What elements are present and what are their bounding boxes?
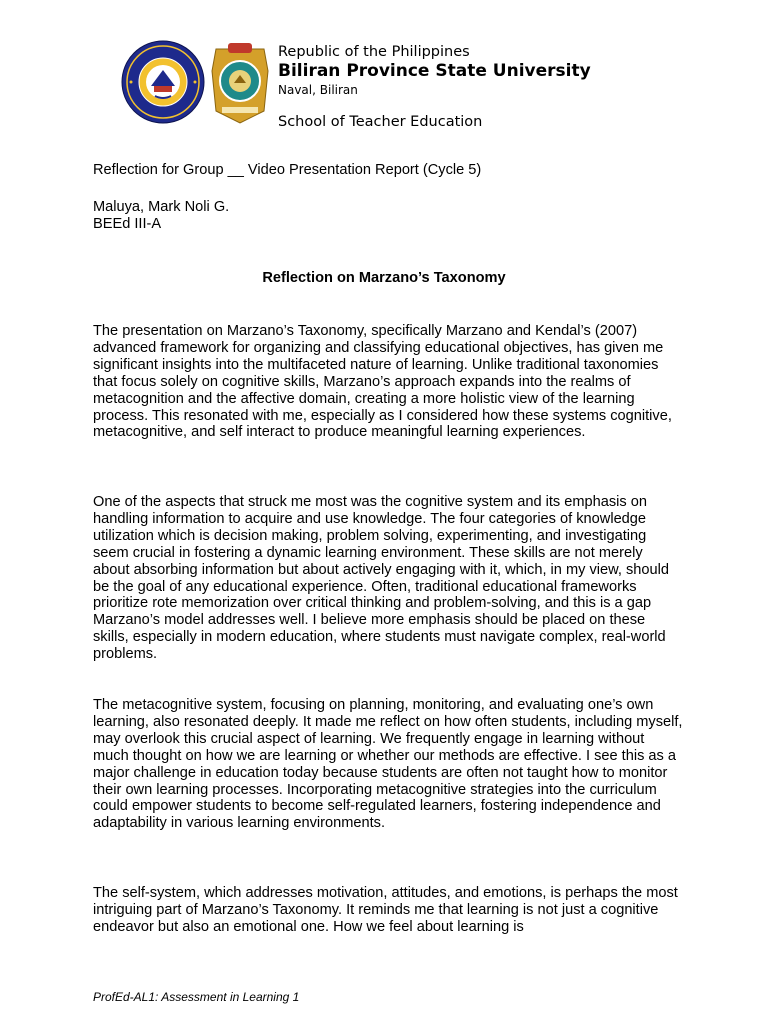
school-name: School of Teacher Education <box>278 114 483 130</box>
letterhead <box>278 43 591 131</box>
report-heading: Reflection for Group __ Video Presentation Report (Cycle 5) <box>93 162 482 178</box>
author-block <box>93 199 683 233</box>
paragraph-3: The metacognitive system, focusing on planning, monitoring, and evaluating one’s own learning, also resonated deeply. It made me reflect on how often students, including myself, may overlook this crucial aspect of learning. We frequently engage in learning without much thought on how we are learning or whether our methods are effective. I see this as a major challenge in education today because students are often not taught how to monitor their own learning processes. Incorporating metacognitive strategies into the curriculum could empower students to become self-regulated learners, fostering independence and adaptability in various learning environments. <box>93 697 683 832</box>
paragraph-1: The presentation on Marzano’s Taxonomy, specifically Marzano and Kendal’s (2007) advanced framework for organizing and classifying educational objectives, has given me significant insights into the multifaceted nature of learning. Unlike traditional taxonomies that focus solely on cognitive skills, Marzano’s approach expands into the realms of metacognition and the affective domain, creating a more holistic view of the learning process. This resonated with me, especially as I considered how these systems cognitive, metacognitive, and self interact to produce meaningful learning experiences. <box>93 323 672 441</box>
author-name: Maluya, Mark Noli G. <box>93 199 230 215</box>
paragraph-2: One of the aspects that struck me most was the cognitive system and its emphasis on handling information to acquire and use knowledge. The four categories of knowledge utilization which is decision making, problem solving, experimenting, and investigating seem crucial in fostering a dynamic learning environment. These skills are not merely about absorbing information but about actively engaging with it, which, in my view, should be the goal of any educational experience. Often, traditional educational frameworks prioritize rote memorization over critical thinking and problem-solving, and this is a gap Marzano’s model addresses well. I believe more emphasis should be placed on these skills, especially in modern education, where students must navigate complex, real-world problems. <box>93 494 669 663</box>
university-seal-logo <box>121 40 205 124</box>
university-name: Biliran Province State University <box>278 61 591 81</box>
university-location: Naval, Biliran <box>278 83 358 97</box>
country-line: Republic of the Philippines <box>278 44 470 60</box>
document-title: Reflection on Marzano’s Taxonomy <box>262 270 506 286</box>
teacher-education-seal-logo <box>208 41 272 125</box>
author-section: BEEd III-A <box>93 215 162 232</box>
paragraph-4: The self-system, which addresses motivation, attitudes, and emotions, is perhaps the most intriguing part of Marzano’s Taxonomy. It reminds me that learning is not just a cognitive endeavor but also an emotional one. How we feel about learning is <box>93 885 678 935</box>
page-footer: ProfEd-AL1: Assessment in Learning 1 <box>93 990 300 1004</box>
